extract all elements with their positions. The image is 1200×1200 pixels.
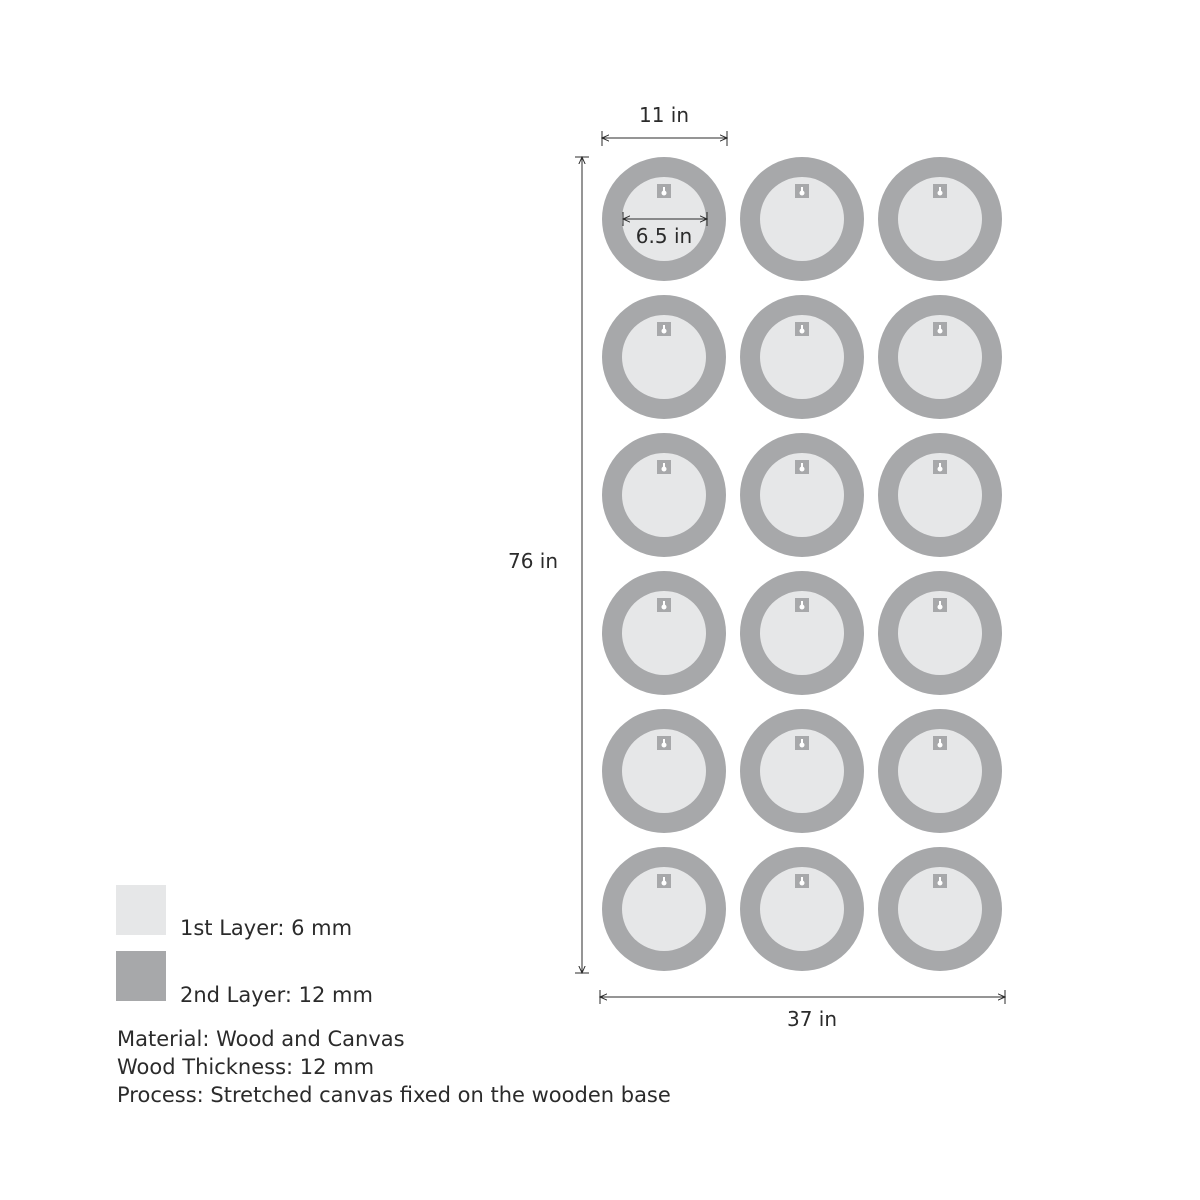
keyhole-hanger-icon: [933, 598, 947, 612]
circle-piece: [878, 295, 1002, 419]
keyhole-hanger-icon: [795, 598, 809, 612]
legend-label-second-layer: 2nd Layer: 12 mm: [180, 983, 373, 1007]
height-dimension-label: 76 in: [507, 549, 559, 573]
circle-piece: [878, 157, 1002, 281]
circle-piece: [602, 295, 726, 419]
circle-piece: [878, 433, 1002, 557]
keyhole-hanger-icon: [933, 736, 947, 750]
total-width-dimension-label: 37 in: [786, 1007, 838, 1031]
thickness-spec: Wood Thickness: 12 mm: [117, 1055, 375, 1079]
keyhole-hanger-icon: [933, 322, 947, 336]
legend-label-first-layer: 1st Layer: 6 mm: [180, 916, 353, 940]
circle-piece: [602, 709, 726, 833]
keyhole-hanger-icon: [795, 874, 809, 888]
keyhole-hanger-icon: [657, 736, 671, 750]
process-spec: Process: Stretched canvas fixed on the wooden base: [117, 1083, 671, 1107]
legend-swatch-first-layer: [116, 885, 166, 935]
circle-piece: [878, 709, 1002, 833]
keyhole-hanger-icon: [933, 460, 947, 474]
legend-swatch-second-layer: [116, 951, 166, 1001]
keyhole-hanger-icon: [795, 184, 809, 198]
keyhole-hanger-icon: [795, 322, 809, 336]
height-dimension: [508, 157, 589, 973]
circle-piece: [602, 847, 726, 971]
keyhole-hanger-icon: [657, 874, 671, 888]
keyhole-hanger-icon: [657, 184, 671, 198]
keyhole-hanger-icon: [795, 736, 809, 750]
circle-piece: [602, 571, 726, 695]
width-dimension-label: 11 in: [638, 103, 690, 127]
total-width-dimension: [600, 990, 1005, 1031]
material-spec: Material: Wood and Canvas: [117, 1027, 405, 1051]
keyhole-hanger-icon: [933, 184, 947, 198]
circle-piece: [740, 709, 864, 833]
circle-piece: [740, 847, 864, 971]
circle-piece: [740, 157, 864, 281]
keyhole-hanger-icon: [795, 460, 809, 474]
circle-piece: [878, 847, 1002, 971]
circle-piece: [740, 295, 864, 419]
circle-piece: [740, 571, 864, 695]
circle-grid: [602, 157, 1002, 971]
circle-piece: [878, 571, 1002, 695]
circle-piece: [602, 433, 726, 557]
keyhole-hanger-icon: [933, 874, 947, 888]
keyhole-hanger-icon: [657, 322, 671, 336]
keyhole-hanger-icon: [657, 460, 671, 474]
circle-piece: [740, 433, 864, 557]
width-dimension: [602, 103, 727, 146]
inner-diameter-label: 6.5 in: [635, 224, 693, 248]
keyhole-hanger-icon: [657, 598, 671, 612]
